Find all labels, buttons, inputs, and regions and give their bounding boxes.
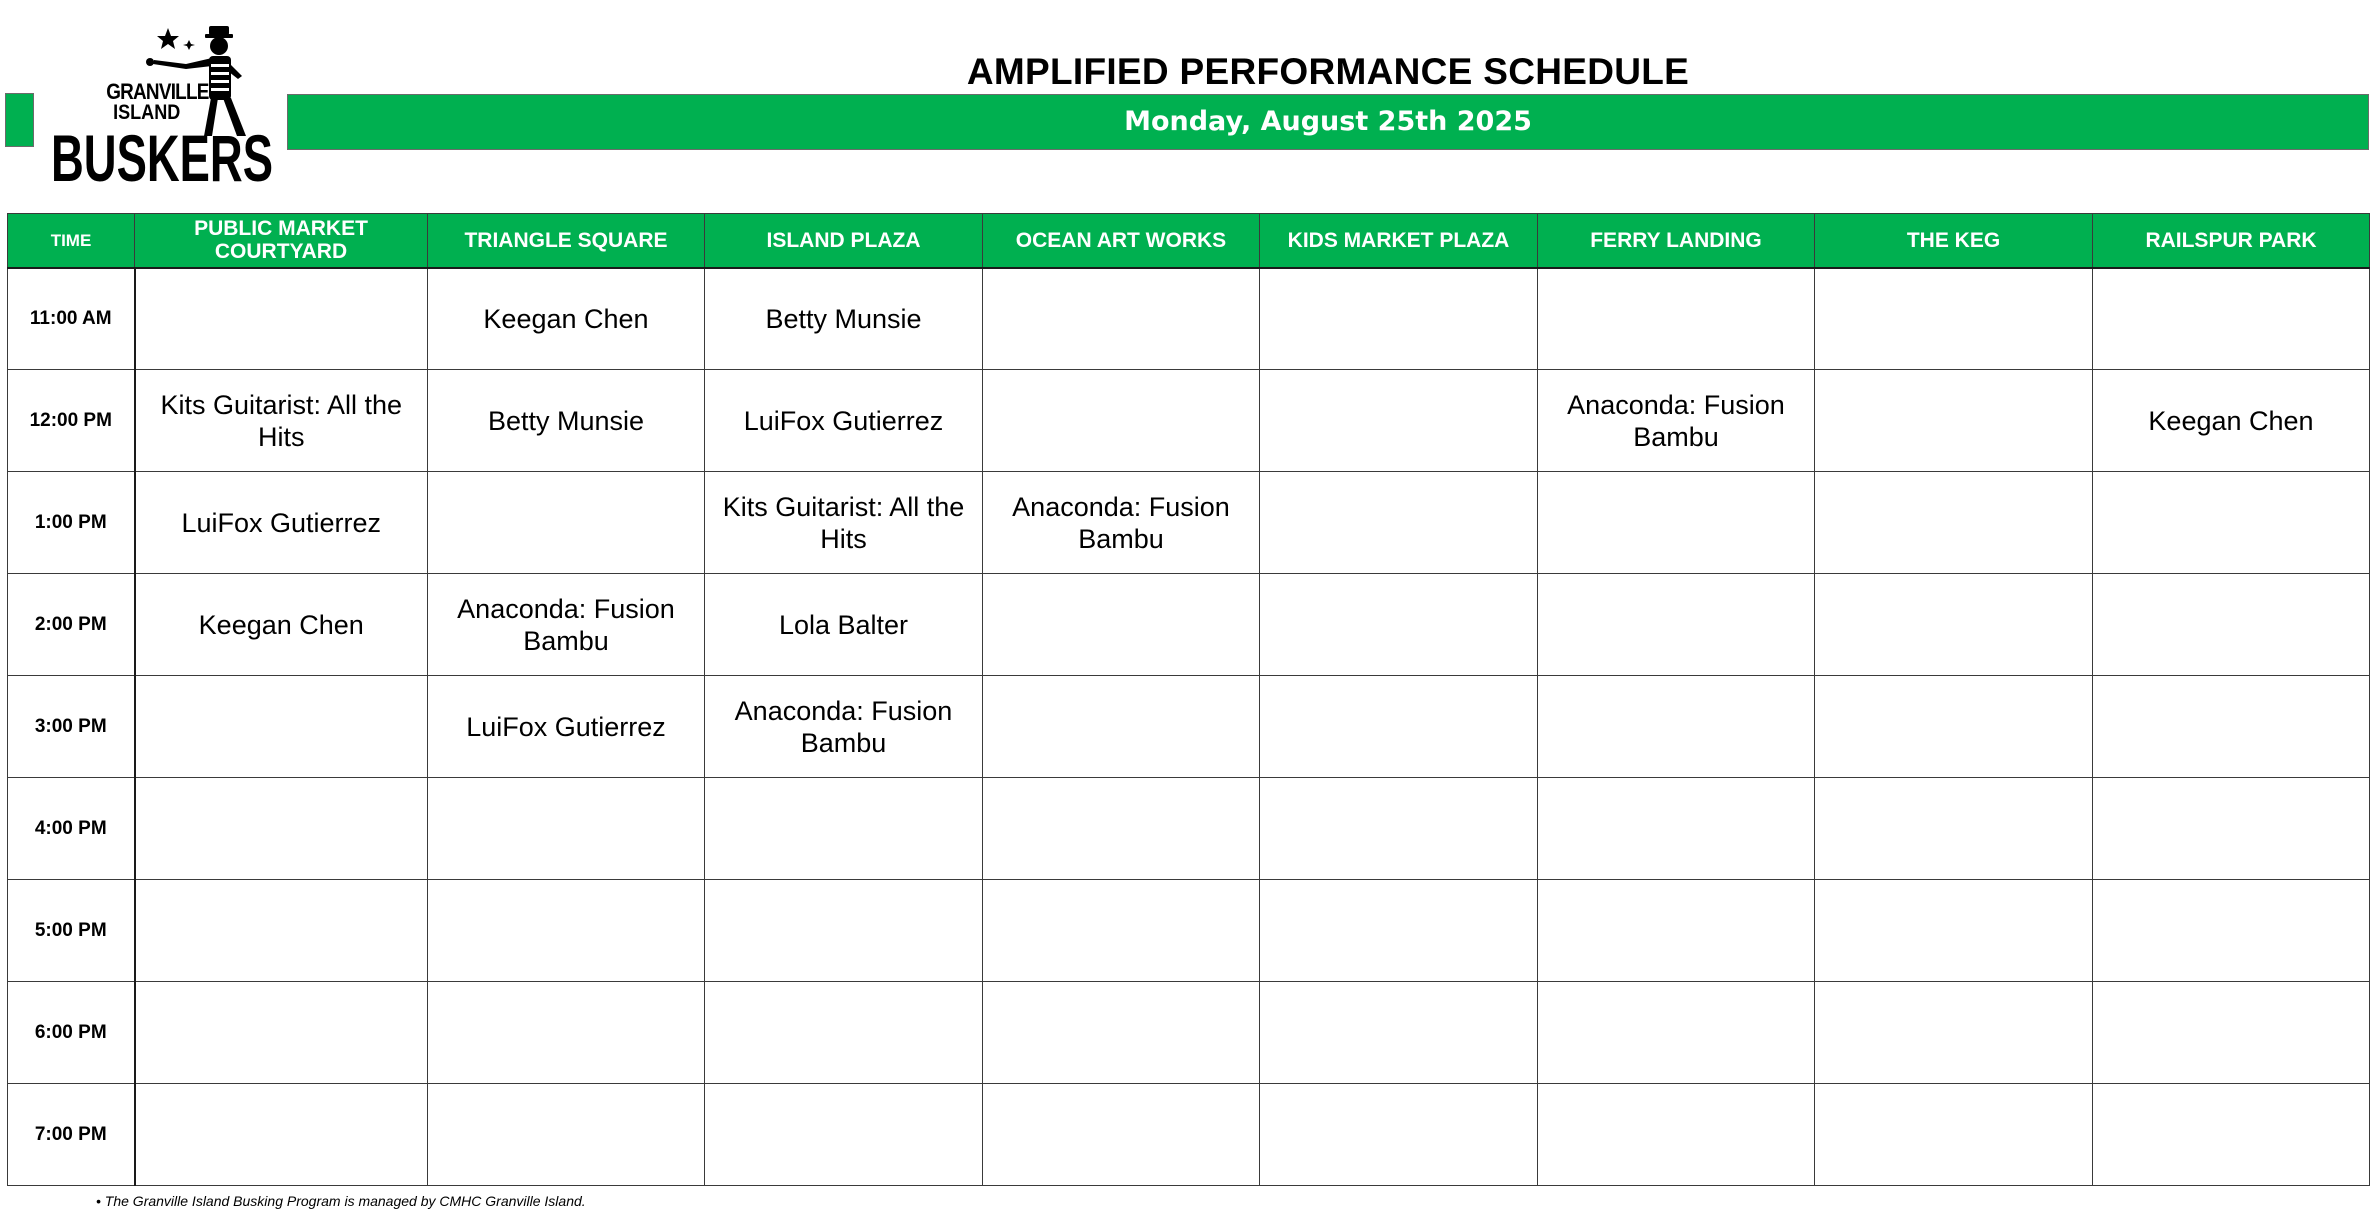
time-cell: 11:00 AM (8, 268, 135, 370)
performer-cell (428, 880, 705, 982)
schedule-date-banner: Monday, August 25th 2025 (287, 94, 2369, 150)
column-header-ocean-art-works: OCEAN ART WORKS (983, 214, 1260, 268)
performer-cell: LuiFox Gutierrez (428, 676, 705, 778)
performer-cell (135, 676, 428, 778)
performer-cell: LuiFox Gutierrez (705, 370, 983, 472)
performer-cell (135, 982, 428, 1084)
time-cell: 12:00 PM (8, 370, 135, 472)
performer-cell (983, 268, 1260, 370)
performer-cell (1815, 574, 2093, 676)
performer-cell (2093, 778, 2370, 880)
column-header-kids-market-plaza: KIDS MARKET PLAZA (1260, 214, 1538, 268)
header-accent-block (5, 93, 34, 147)
table-row (8, 268, 2370, 370)
footnote: • The Granville Island Busking Program is managed by CMHC Granville Island. (96, 1193, 586, 1209)
performer-cell (428, 778, 705, 880)
performer-cell (2093, 982, 2370, 1084)
performer-cell (1538, 472, 1815, 574)
performer-cell: Betty Munsie (428, 370, 705, 472)
performer-cell: Anaconda: Fusion Bambu (983, 472, 1260, 574)
performer-cell (1260, 1084, 1538, 1186)
performer-cell: Keegan Chen (2093, 370, 2370, 472)
column-header-ferry-landing: FERRY LANDING (1538, 214, 1815, 268)
granville-island-buskers-logo (46, 18, 286, 195)
performer-cell (983, 370, 1260, 472)
table-row (8, 370, 2370, 472)
table-row (8, 880, 2370, 982)
performer-cell (983, 982, 1260, 1084)
performer-cell (1815, 268, 2093, 370)
page-title: AMPLIFIED PERFORMANCE SCHEDULE (966, 51, 1690, 92)
performer-cell (135, 880, 428, 982)
performer-cell: Keegan Chen (135, 574, 428, 676)
performer-cell (983, 778, 1260, 880)
table-row (8, 778, 2370, 880)
performer-cell (1260, 472, 1538, 574)
performer-cell (2093, 1084, 2370, 1186)
performer-cell (1815, 1084, 2093, 1186)
performer-cell (1260, 982, 1538, 1084)
performer-cell (1538, 268, 1815, 370)
performer-cell (983, 574, 1260, 676)
performer-cell (705, 982, 983, 1084)
performer-cell: Keegan Chen (428, 268, 705, 370)
performer-cell (1260, 370, 1538, 472)
table-row (8, 982, 2370, 1084)
performer-cell (135, 1084, 428, 1186)
performer-cell (1815, 880, 2093, 982)
performer-cell (428, 982, 705, 1084)
performer-cell (1538, 982, 1815, 1084)
time-cell: 6:00 PM (8, 982, 135, 1084)
time-cell: 3:00 PM (8, 676, 135, 778)
table-row (8, 574, 2370, 676)
logo-word-buskers: BUSKERS (51, 121, 273, 195)
performer-cell: Anaconda: Fusion Bambu (428, 574, 705, 676)
table-header-row (8, 214, 2370, 268)
performer-cell (983, 880, 1260, 982)
performer-cell: Betty Munsie (705, 268, 983, 370)
performer-cell (1815, 676, 2093, 778)
performer-cell (1260, 778, 1538, 880)
performer-cell (1538, 574, 1815, 676)
performer-cell (135, 778, 428, 880)
performer-cell (428, 1084, 705, 1186)
column-header-island-plaza: ISLAND PLAZA (705, 214, 983, 268)
performer-cell: Anaconda: Fusion Bambu (705, 676, 983, 778)
performer-cell (705, 880, 983, 982)
performer-cell (1260, 880, 1538, 982)
performer-cell (2093, 574, 2370, 676)
time-cell: 5:00 PM (8, 880, 135, 982)
performer-cell (705, 1084, 983, 1186)
performer-cell (1260, 676, 1538, 778)
performer-cell (1815, 982, 2093, 1084)
performance-schedule-table (7, 213, 2370, 1186)
performer-cell: Kits Guitarist: All the Hits (135, 370, 428, 472)
performer-cell (983, 1084, 1260, 1186)
performer-cell (1260, 268, 1538, 370)
performer-cell (1538, 676, 1815, 778)
performer-cell (1815, 472, 2093, 574)
performer-cell (1538, 880, 1815, 982)
table-row (8, 472, 2370, 574)
column-header-railspur-park: RAILSPUR PARK (2093, 214, 2370, 268)
column-header-public-market-courtyard: PUBLIC MARKET COURTYARD (135, 214, 428, 268)
performer-cell (983, 676, 1260, 778)
performer-cell: LuiFox Gutierrez (135, 472, 428, 574)
table-row (8, 676, 2370, 778)
performer-cell: Anaconda: Fusion Bambu (1538, 370, 1815, 472)
performer-cell (705, 778, 983, 880)
performer-cell (1815, 370, 2093, 472)
performer-cell (2093, 880, 2370, 982)
performer-cell (2093, 472, 2370, 574)
performer-cell (1815, 778, 2093, 880)
column-header-triangle-square: TRIANGLE SQUARE (428, 214, 705, 268)
logo-word-island: ISLAND (113, 100, 181, 125)
column-header-time: TIME (8, 214, 135, 268)
performer-cell (1260, 574, 1538, 676)
column-header-the-keg: THE KEG (1815, 214, 2093, 268)
time-cell: 2:00 PM (8, 574, 135, 676)
performer-cell: Lola Balter (705, 574, 983, 676)
performer-cell (2093, 676, 2370, 778)
time-cell: 4:00 PM (8, 778, 135, 880)
time-cell: 7:00 PM (8, 1084, 135, 1186)
performer-cell (1538, 1084, 1815, 1186)
logo-word-granville: GRANVILLE (106, 79, 210, 105)
table-row (8, 1084, 2370, 1186)
performer-cell: Kits Guitarist: All the Hits (705, 472, 983, 574)
performer-cell (135, 268, 428, 370)
time-cell: 1:00 PM (8, 472, 135, 574)
performer-cell (2093, 268, 2370, 370)
performer-cell (1538, 778, 1815, 880)
performer-cell (428, 472, 705, 574)
